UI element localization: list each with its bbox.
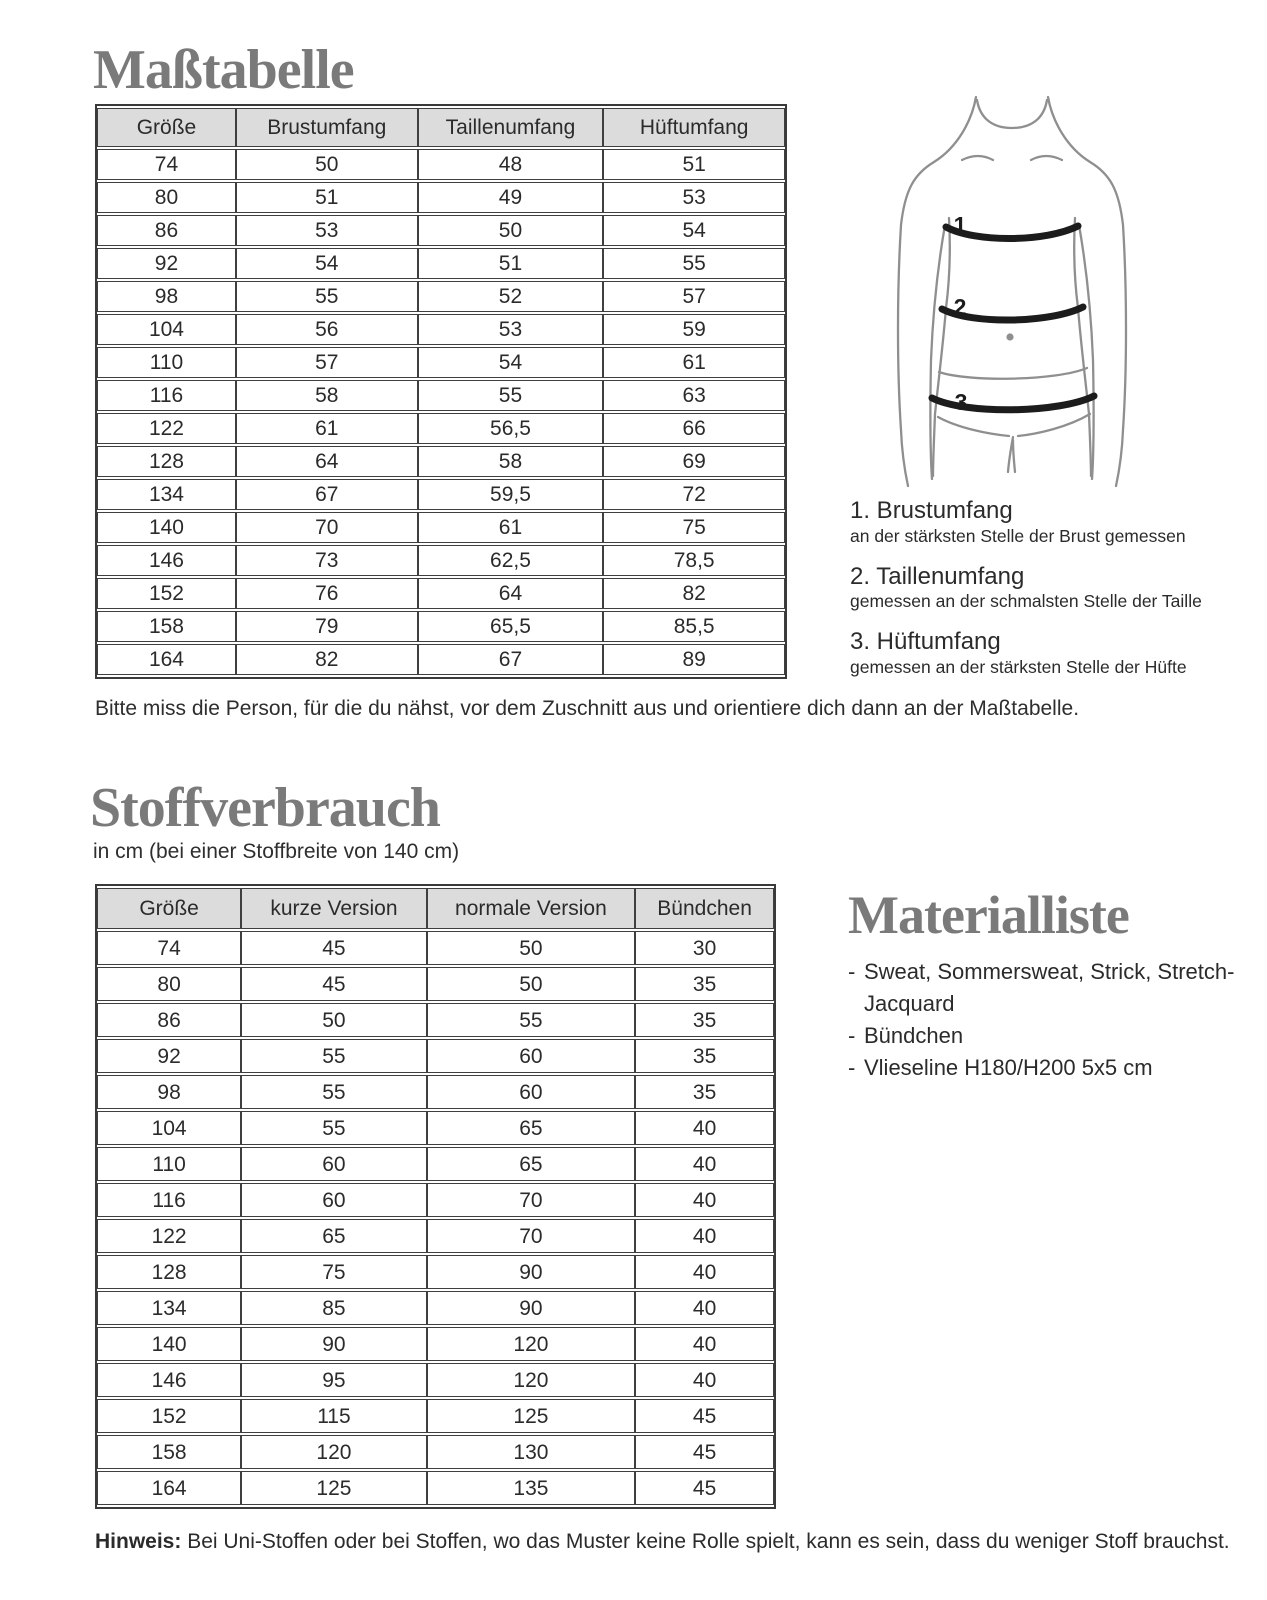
- table-row: [97, 182, 785, 213]
- masstabelle-table: [95, 104, 787, 679]
- table-cell: 140: [97, 512, 236, 543]
- table-cell: 55: [418, 380, 604, 411]
- stoffverbrauch-table-body: [97, 931, 774, 1505]
- table-cell: 40: [635, 1147, 774, 1181]
- figure-label-3: 3: [954, 389, 968, 415]
- table-row: [97, 1327, 774, 1361]
- table-cell: 40: [635, 1219, 774, 1253]
- table-cell: 80: [97, 967, 241, 1001]
- table-cell: 134: [97, 479, 236, 510]
- table-cell: 57: [603, 281, 785, 312]
- legend-label: 2. Taillenumfang: [850, 562, 1025, 590]
- table-cell: 116: [97, 380, 236, 411]
- table-cell: 89: [603, 644, 785, 675]
- table-cell: 55: [427, 1003, 636, 1037]
- table-row: [97, 512, 785, 543]
- table-row: [97, 967, 774, 1001]
- figure-underwear-right-edge: [1018, 414, 1090, 436]
- materialliste-item-text: Bündchen: [864, 1022, 964, 1048]
- table-cell: 116: [97, 1183, 241, 1217]
- table-cell: 61: [418, 512, 604, 543]
- column-header: Bündchen: [635, 888, 774, 929]
- hinweis-label: Hinweis:: [95, 1530, 182, 1553]
- column-header: Größe: [97, 888, 241, 929]
- table-cell: 58: [236, 380, 418, 411]
- table-cell: 56,5: [418, 413, 604, 444]
- table-cell: 82: [236, 644, 418, 675]
- table-cell: 30: [635, 931, 774, 965]
- table-cell: 50: [241, 1003, 426, 1037]
- table-cell: 51: [603, 149, 785, 180]
- table-row: [97, 931, 774, 965]
- table-cell: 62,5: [418, 545, 604, 576]
- table-row: [97, 545, 785, 576]
- table-cell: 74: [97, 149, 236, 180]
- table-cell: 60: [241, 1147, 426, 1181]
- table-row: [97, 1399, 774, 1433]
- table-cell: 56: [236, 314, 418, 345]
- table-cell: 59,5: [418, 479, 604, 510]
- figure-label-1: 1: [953, 212, 967, 238]
- materialliste-list: [848, 956, 1258, 1084]
- table-cell: 125: [241, 1471, 426, 1505]
- table-cell: 69: [603, 446, 785, 477]
- table-row: [97, 1075, 774, 1109]
- table-cell: 98: [97, 1075, 241, 1109]
- figure-collarbone-left: [962, 156, 993, 160]
- table-cell: 35: [635, 1075, 774, 1109]
- table-cell: 120: [427, 1327, 636, 1361]
- table-cell: 51: [418, 248, 604, 279]
- hinweis-note: [95, 1530, 1245, 1554]
- table-row: [97, 446, 785, 477]
- table-cell: 45: [241, 931, 426, 965]
- table-cell: 53: [603, 182, 785, 213]
- table-cell: 65: [427, 1111, 636, 1145]
- table-cell: 92: [97, 248, 236, 279]
- figure-underwear-left-edge: [938, 417, 1009, 436]
- table-cell: 125: [427, 1399, 636, 1433]
- figure-underwear-top-line: [939, 368, 1087, 379]
- body-measurement-diagram: [850, 80, 1267, 510]
- table-cell: 135: [427, 1471, 636, 1505]
- table-row: [97, 281, 785, 312]
- measurement-legend: [850, 497, 1260, 694]
- measure-note: Bitte miss die Person, für die du nähst, vor dem Zuschnitt aus und orientiere dich dann an der Maßtabelle.: [95, 697, 1080, 720]
- table-row: [97, 611, 785, 642]
- table-cell: 120: [241, 1435, 426, 1469]
- table-cell: 35: [635, 1039, 774, 1073]
- column-header: kurze Version: [241, 888, 426, 929]
- table-cell: 64: [418, 578, 604, 609]
- table-cell: 61: [603, 347, 785, 378]
- table-cell: 70: [236, 512, 418, 543]
- table-cell: 90: [427, 1291, 636, 1325]
- table-cell: 90: [241, 1327, 426, 1361]
- table-cell: 40: [635, 1363, 774, 1397]
- table-cell: 164: [97, 644, 236, 675]
- table-cell: 76: [236, 578, 418, 609]
- table-cell: 158: [97, 1435, 241, 1469]
- table-cell: 45: [635, 1435, 774, 1469]
- materialliste-item: [848, 956, 1258, 1020]
- table-cell: 86: [97, 1003, 241, 1037]
- column-header: Größe: [97, 108, 236, 147]
- figure-left-torso-line: [933, 218, 950, 476]
- table-cell: 64: [236, 446, 418, 477]
- table-cell: 53: [236, 215, 418, 246]
- table-row: [97, 1435, 774, 1469]
- table-cell: 40: [635, 1111, 774, 1145]
- column-header: Brustumfang: [236, 108, 418, 147]
- table-cell: 35: [635, 1003, 774, 1037]
- list-dash: -: [848, 1022, 856, 1048]
- table-cell: 122: [97, 413, 236, 444]
- table-cell: 104: [97, 314, 236, 345]
- table-cell: 146: [97, 1363, 241, 1397]
- table-cell: 128: [97, 1255, 241, 1289]
- figure-inner-leg-right: [1013, 440, 1015, 472]
- table-cell: 134: [97, 1291, 241, 1325]
- legend-item-taillenumfang: [850, 563, 1260, 614]
- table-cell: 122: [97, 1219, 241, 1253]
- stoffverbrauch-table: [95, 884, 776, 1509]
- table-row: [97, 380, 785, 411]
- table-cell: 79: [236, 611, 418, 642]
- table-cell: 61: [236, 413, 418, 444]
- table-row: [97, 1111, 774, 1145]
- table-cell: 110: [97, 1147, 241, 1181]
- table-cell: 48: [418, 149, 604, 180]
- table-cell: 72: [603, 479, 785, 510]
- table-cell: 55: [603, 248, 785, 279]
- figure-navel-dot: [1006, 333, 1013, 340]
- table-cell: 45: [635, 1399, 774, 1433]
- table-row: [97, 1255, 774, 1289]
- table-cell: 45: [241, 967, 426, 1001]
- table-cell: 55: [241, 1039, 426, 1073]
- table-row: [97, 1291, 774, 1325]
- table-cell: 74: [97, 931, 241, 965]
- stoffverbrauch-title: Stoffverbrauch: [90, 777, 440, 839]
- table-cell: 152: [97, 1399, 241, 1433]
- stoffverbrauch-header-row: [97, 888, 774, 929]
- table-cell: 65,5: [418, 611, 604, 642]
- table-cell: 164: [97, 1471, 241, 1505]
- table-cell: 55: [241, 1075, 426, 1109]
- table-cell: 75: [241, 1255, 426, 1289]
- table-cell: 40: [635, 1183, 774, 1217]
- table-cell: 54: [603, 215, 785, 246]
- legend-item-brustumfang: [850, 497, 1260, 548]
- figure-label-2: 2: [953, 294, 967, 320]
- table-cell: 54: [418, 347, 604, 378]
- table-cell: 110: [97, 347, 236, 378]
- table-cell: 90: [427, 1255, 636, 1289]
- table-cell: 152: [97, 578, 236, 609]
- column-header: normale Version: [427, 888, 636, 929]
- figure-collar-line: [977, 100, 1047, 128]
- table-row: [97, 644, 785, 675]
- table-cell: 49: [418, 182, 604, 213]
- table-cell: 65: [241, 1219, 426, 1253]
- materialliste-item: [848, 1020, 1258, 1052]
- materialliste-title: Materialliste: [848, 885, 1129, 945]
- masstabelle-header-row: [97, 108, 785, 147]
- figure-right-torso-line: [1074, 218, 1091, 476]
- table-row: [97, 1471, 774, 1505]
- legend-label: 1. Brustumfang: [850, 497, 1013, 524]
- table-cell: 82: [603, 578, 785, 609]
- masstabelle-title: Maßtabelle: [93, 39, 354, 101]
- table-row: [97, 479, 785, 510]
- table-cell: 92: [97, 1039, 241, 1073]
- table-row: [97, 1147, 774, 1181]
- table-row: [97, 1039, 774, 1073]
- table-cell: 86: [97, 215, 236, 246]
- table-cell: 50: [418, 215, 604, 246]
- table-row: [97, 314, 785, 345]
- table-cell: 40: [635, 1255, 774, 1289]
- table-cell: 66: [603, 413, 785, 444]
- column-header: Hüftumfang: [603, 108, 785, 147]
- table-cell: 128: [97, 446, 236, 477]
- materialliste-section: [848, 885, 1258, 1084]
- table-cell: 73: [236, 545, 418, 576]
- table-cell: 35: [635, 967, 774, 1001]
- table-cell: 80: [97, 182, 236, 213]
- table-row: [97, 215, 785, 246]
- stoffverbrauch-subtitle: in cm (bei einer Stoffbreite von 140 cm): [93, 840, 460, 863]
- legend-desc: an der stärksten Stelle der Brust gemessen: [850, 525, 1186, 546]
- table-row: [97, 413, 785, 444]
- table-cell: 85,5: [603, 611, 785, 642]
- table-cell: 104: [97, 1111, 241, 1145]
- legend-label: 3. Hüftumfang: [850, 628, 1001, 656]
- table-row: [97, 149, 785, 180]
- table-cell: 60: [427, 1039, 636, 1073]
- table-cell: 65: [427, 1147, 636, 1181]
- table-row: [97, 347, 785, 378]
- table-cell: 57: [236, 347, 418, 378]
- materialliste-item-text: Sweat, Sommersweat, Strick, Stretch-Jacquard: [864, 959, 1235, 1016]
- table-cell: 53: [418, 314, 604, 345]
- table-cell: 95: [241, 1363, 426, 1397]
- table-row: [97, 1363, 774, 1397]
- table-cell: 40: [635, 1291, 774, 1325]
- table-cell: 70: [427, 1183, 636, 1217]
- table-cell: 75: [603, 512, 785, 543]
- table-cell: 55: [241, 1111, 426, 1145]
- table-cell: 85: [241, 1291, 426, 1325]
- table-cell: 54: [236, 248, 418, 279]
- table-cell: 140: [97, 1327, 241, 1361]
- table-row: [97, 1183, 774, 1217]
- legend-item-hueftumfang: [850, 628, 1260, 679]
- materialliste-item-text: Vlieseline H180/H200 5x5 cm: [864, 1054, 1153, 1080]
- table-cell: 55: [236, 281, 418, 312]
- table-cell: 67: [236, 479, 418, 510]
- table-cell: 59: [603, 314, 785, 345]
- table-cell: 60: [241, 1183, 426, 1217]
- table-cell: 146: [97, 545, 236, 576]
- table-cell: 50: [427, 931, 636, 965]
- table-cell: 52: [418, 281, 604, 312]
- hinweis-text: Bei Uni-Stoffen oder bei Stoffen, wo das Muster keine Rolle spielt, kann es sein, dass du weniger Stoff brauchst.: [187, 1530, 1230, 1553]
- table-cell: 45: [635, 1471, 774, 1505]
- figure-collarbone-right: [1031, 156, 1062, 160]
- table-cell: 60: [427, 1075, 636, 1109]
- table-cell: 120: [427, 1363, 636, 1397]
- materialliste-item: [848, 1052, 1258, 1084]
- table-cell: 67: [418, 644, 604, 675]
- table-cell: 58: [418, 446, 604, 477]
- legend-desc: gemessen an der stärksten Stelle der Hüfte: [850, 657, 1187, 678]
- table-cell: 40: [635, 1327, 774, 1361]
- list-dash: -: [848, 1054, 856, 1080]
- table-cell: 130: [427, 1435, 636, 1469]
- table-row: [97, 578, 785, 609]
- table-cell: 50: [236, 149, 418, 180]
- table-cell: 98: [97, 281, 236, 312]
- column-header: Taillenumfang: [418, 108, 604, 147]
- table-cell: 70: [427, 1219, 636, 1253]
- table-cell: 115: [241, 1399, 426, 1433]
- table-cell: 78,5: [603, 545, 785, 576]
- list-dash: -: [848, 959, 856, 984]
- table-row: [97, 248, 785, 279]
- table-cell: 51: [236, 182, 418, 213]
- legend-desc: gemessen an der schmalsten Stelle der Taille: [850, 591, 1202, 612]
- table-cell: 63: [603, 380, 785, 411]
- table-cell: 158: [97, 611, 236, 642]
- table-cell: 50: [427, 967, 636, 1001]
- table-row: [97, 1219, 774, 1253]
- table-row: [97, 1003, 774, 1037]
- masstabelle-table-body: [97, 149, 785, 675]
